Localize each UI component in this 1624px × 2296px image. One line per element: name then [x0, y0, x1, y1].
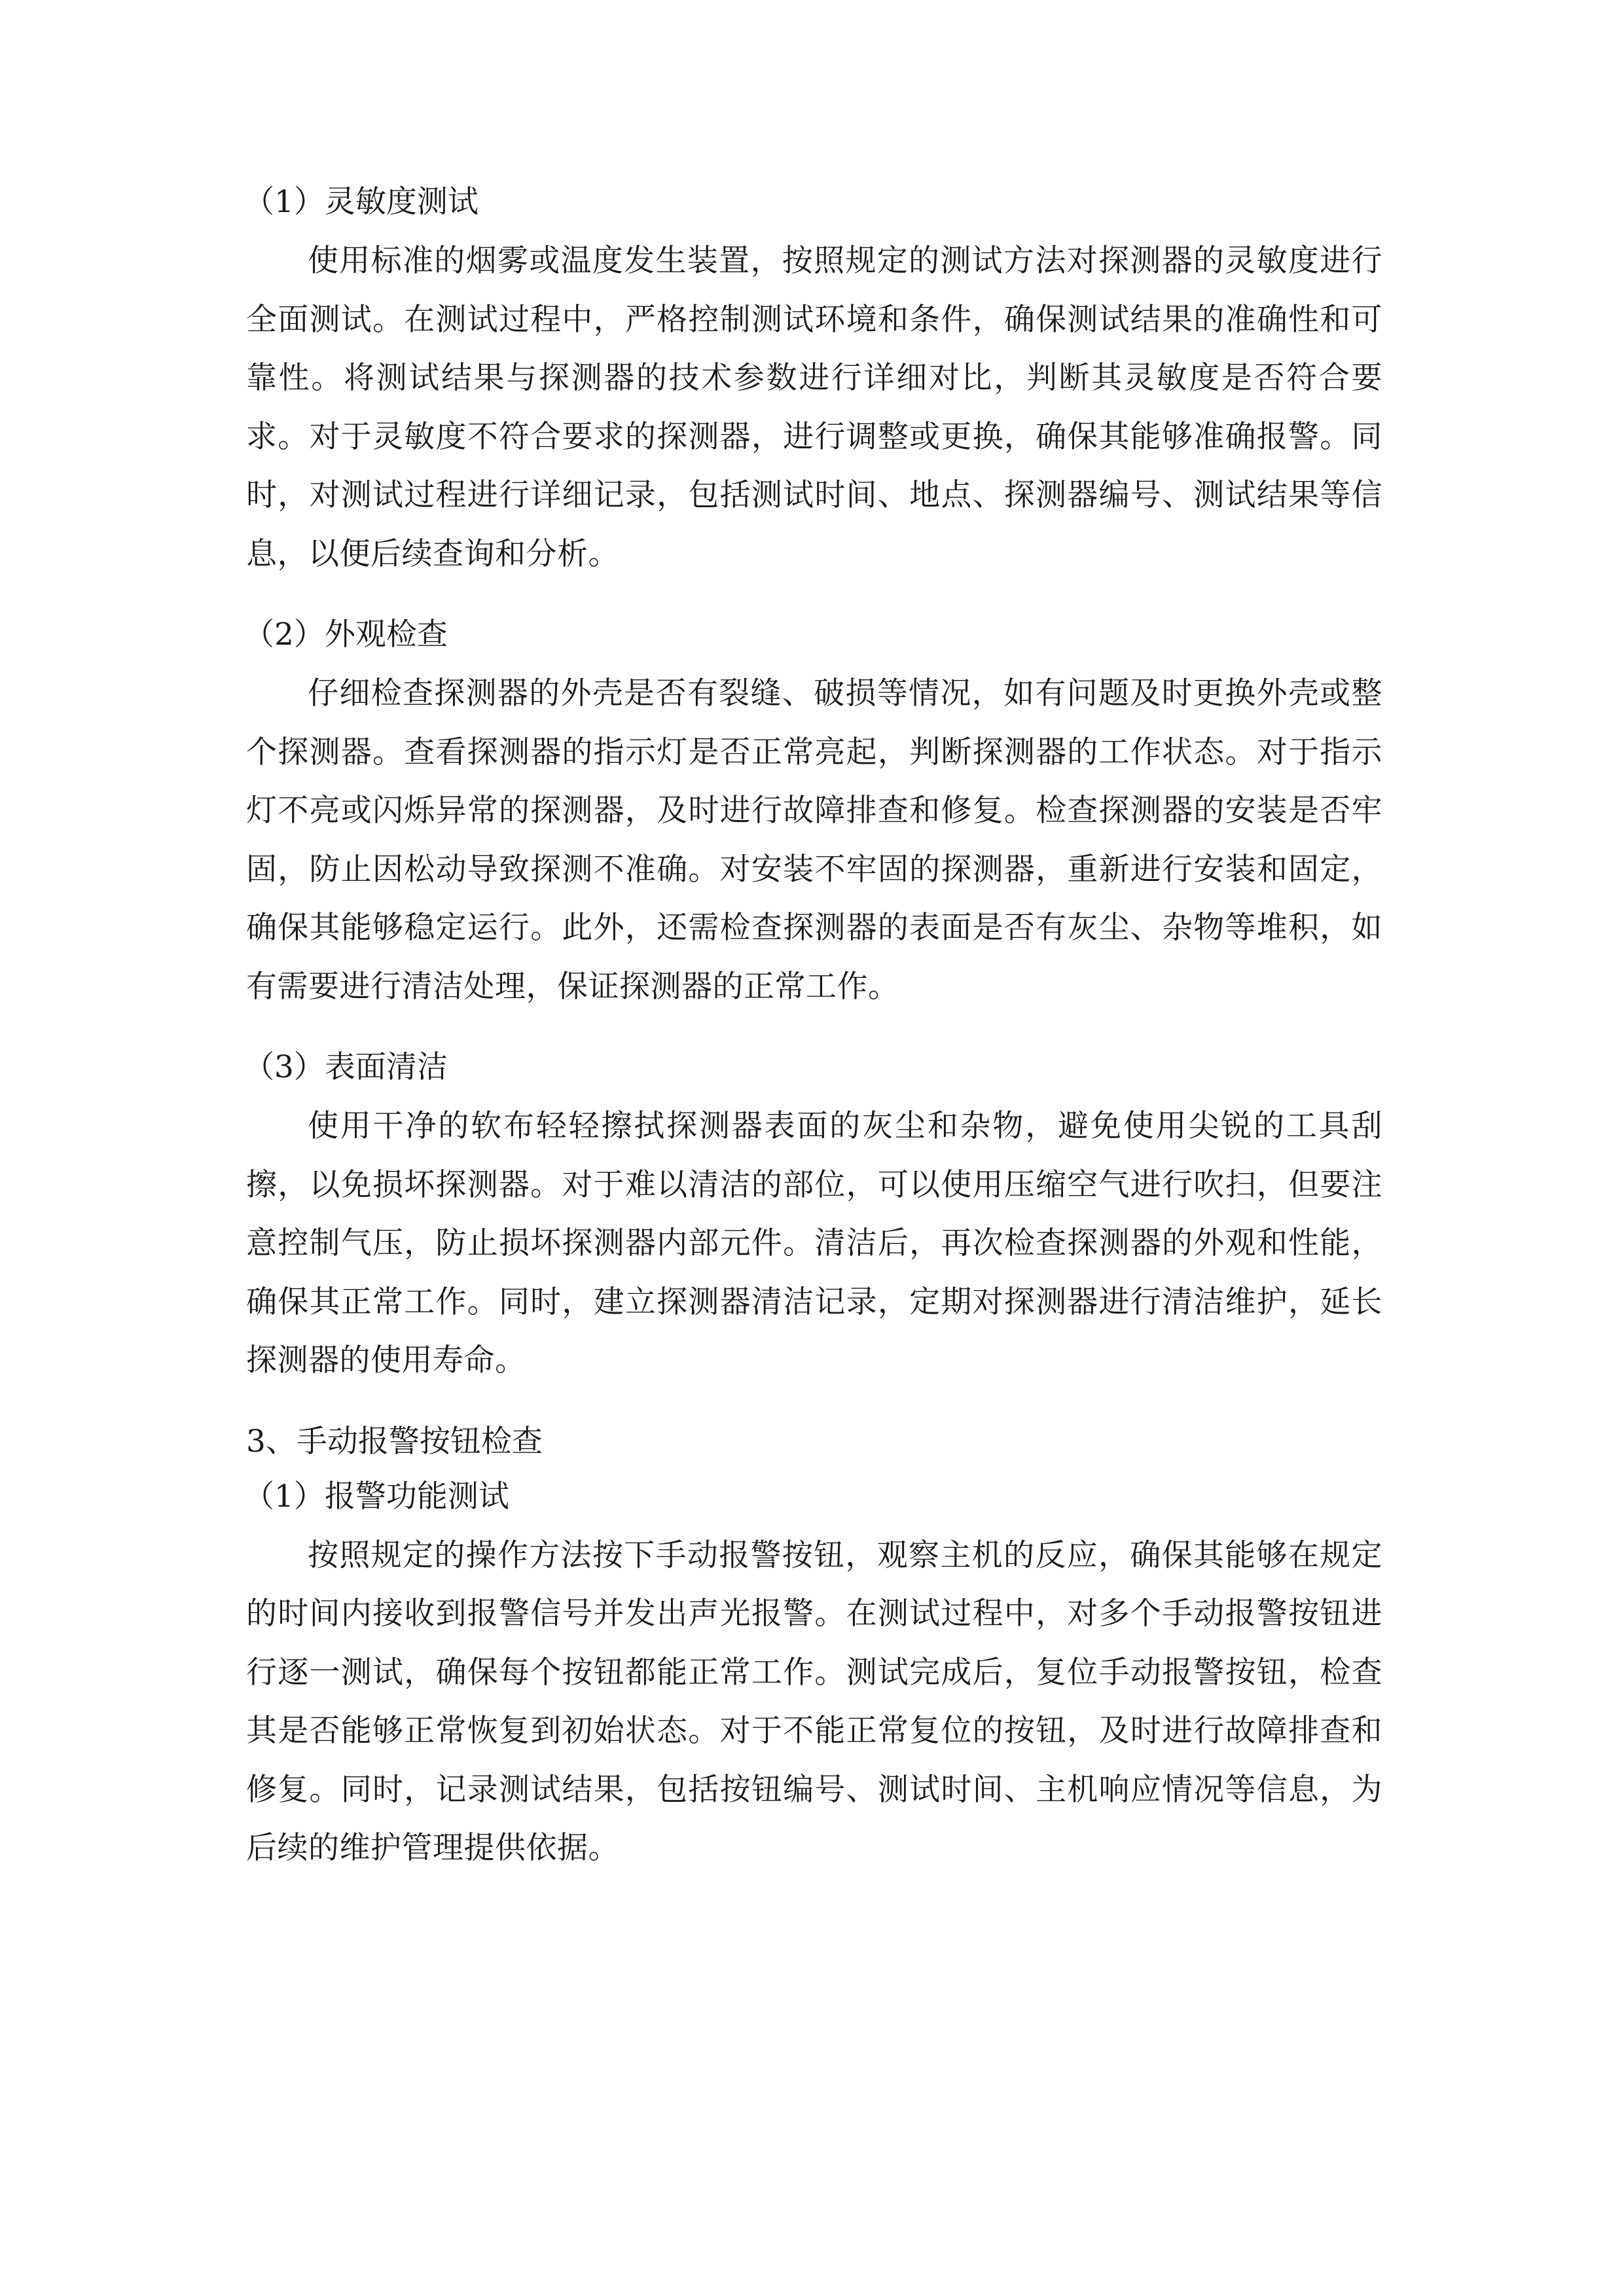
subsection-sensitivity-test	[246, 177, 1382, 583]
subsection-heading: （1）报警功能测试	[244, 1478, 509, 1515]
subsection-surface-cleaning	[246, 1042, 1382, 1390]
section-heading: 3、手动报警按钮检查	[246, 1423, 543, 1460]
paragraph: 按照规定的操作方法按下手动报警按钮，观察主机的反应，确保其能够在规定的时间内接收到报警信号并发出声光报警。在测试过程中，对多个手动报警按钮进行逐一测试，确保每个按钮都能正常工作。测试完成后，复位手动报警按钮，检查其是否能够正常恢复到初始状态。对于不能正常复位的按钮，及时进行故障排查和修复。同时，记录测试结果，包括按钮编号、测试时间、主机响应情况等信息，为后续的维护管理提供依据。	[246, 1537, 1382, 1866]
paragraph: 使用标准的烟雾或温度发生装置，按照规定的测试方法对探测器的灵敏度进行全面测试。在测试过程中，严格控制测试环境和条件，确保测试结果的准确性和可靠性。将测试结果与探测器的技术参数进行详细对比，判断其灵敏度是否符合要求。对于灵敏度不符合要求的探测器，进行调整或更换，确保其能够准确报警。同时，对测试过程进行详细记录，包括测试时间、地点、探测器编号、测试结果等信息，以便后续查询和分析。	[246, 243, 1382, 572]
section-manual-alarm-button-check	[246, 1416, 1382, 1878]
paragraph: 使用干净的软布轻轻擦拭探测器表面的灰尘和杂物，避免使用尖锐的工具刮擦，以免损坏探测器。对于难以清洁的部位，可以使用压缩空气进行吹扫，但要注意控制气压，防止损坏探测器内部元件。清洁后，再次检查探测器的外观和性能，确保其正常工作。同时，建立探测器清洁记录，定期对探测器进行清洁维护，延长探测器的使用寿命。	[246, 1108, 1382, 1378]
subsection-heading: （3）表面清洁	[244, 1049, 448, 1085]
subsection-appearance-check	[246, 609, 1382, 1016]
subsection-heading: （2）外观检查	[244, 617, 448, 653]
document-page	[246, 177, 1382, 1878]
subsection-heading: （1）灵敏度测试	[244, 184, 478, 220]
paragraph: 仔细检查探测器的外壳是否有裂缝、破损等情况，如有问题及时更换外壳或整个探测器。查看探测器的指示灯是否正常亮起，判断探测器的工作状态。对于指示灯不亮或闪烁异常的探测器，及时进行故障排查和修复。检查探测器的安装是否牢固，防止因松动导致探测不准确。对安装不牢固的探测器，重新进行安装和固定，确保其能够稳定运行。此外，还需检查探测器的表面是否有灰尘、杂物等堆积，如有需要进行清洁处理，保证探测器的正常工作。	[246, 675, 1382, 1005]
